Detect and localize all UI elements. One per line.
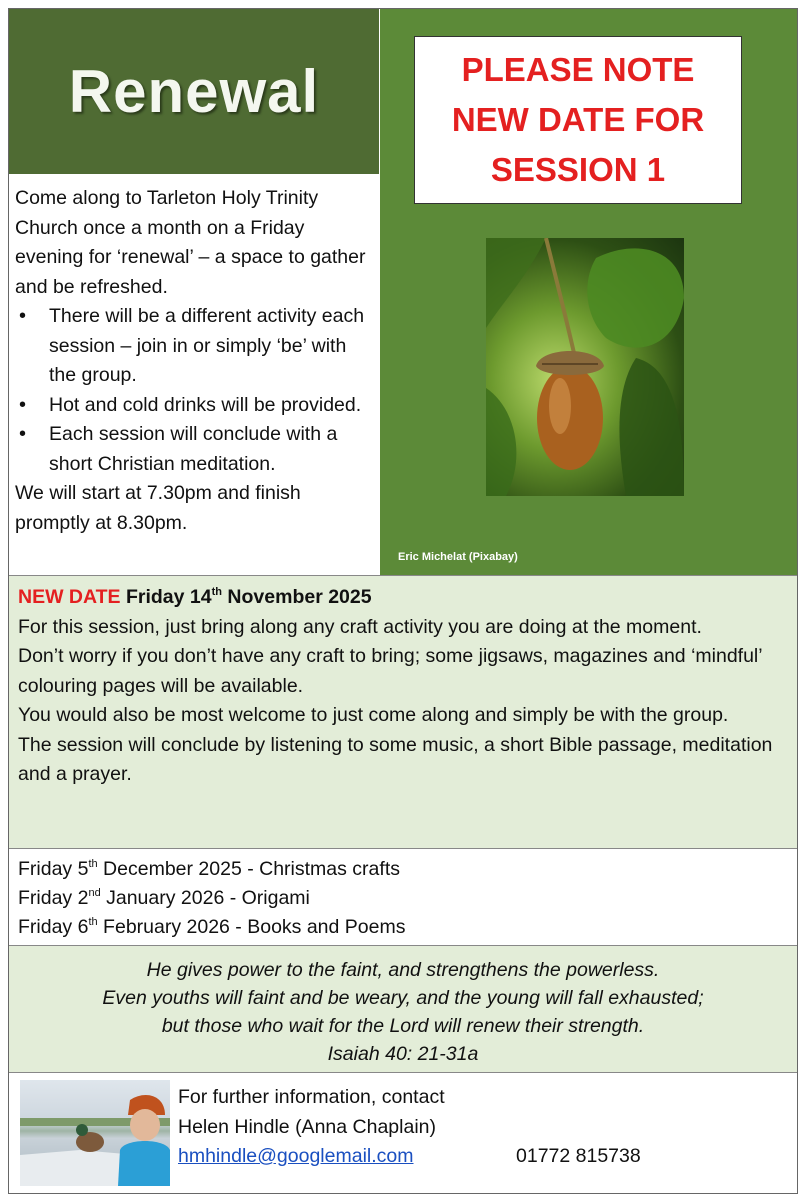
contact-intro: For further information, contact [178,1086,445,1108]
photo-credit: Eric Michelat (Pixabay) [398,551,518,563]
list-item: • Hot and cold drinks will be provided. [15,391,377,421]
poster-title: Renewal [68,58,320,125]
notice-line: NEW DATE FOR [451,101,705,138]
title-banner [9,9,379,174]
list-item: • There will be a different activity each session – join in or simply ‘be’ with the group. [15,302,377,391]
upcoming-item: Friday 5th December 2025 - Christmas crafts [18,858,400,880]
person-icon [20,1080,170,1186]
session-line: For this session, just bring along any craft activity you are doing at the moment. [18,615,702,638]
session-line: Don’t worry if you don’t have any craft to bring; some jigsaws, magazines and ‘mindful’ colouring pages will be available. [18,645,762,697]
session-details [18,583,788,790]
notice-line: PLEASE NOTE [461,51,695,88]
upcoming-item: Friday 6th February 2026 - Books and Poems [18,916,406,938]
notice-box [414,36,742,204]
intro-closing: We will start at 7.30pm and finish promptly at 8.30pm. [15,482,301,534]
divider [9,848,797,849]
intro-section [15,184,377,538]
list-item: • Each session will conclude with a short Christian meditation. [15,420,377,479]
verse-line: but those who wait for the Lord will renew their strength. [161,1015,645,1037]
bible-verse [9,956,797,1068]
verse-line: Even youths will faint and be weary, and the young will fall exhausted; [102,987,704,1009]
intro-bullets [15,302,377,479]
contact-details [178,1142,778,1172]
divider [9,1072,797,1073]
intro-paragraph: Come along to Tarleton Holy Trinity Church once a month on a Friday evening for ‘renewal’ – a space to gather and be refreshed. [15,187,366,298]
contact-phone: 01772 815738 [516,1145,641,1167]
session-line: You would also be most welcome to just come along and simply be with the group. [18,704,729,726]
session-date-suffix: th [211,586,222,598]
notice-line: SESSION 1 [490,151,666,188]
verse-reference: Isaiah 40: 21-31a [327,1043,479,1065]
upcoming-item: Friday 2nd January 2026 - Origami [18,887,310,909]
session-date-rest: November 2025 [222,586,372,608]
contact-name: Helen Hindle (Anna Chaplain) [178,1115,436,1138]
upcoming-dates [18,855,718,942]
session-line: The session will conclude by listening to some music, a short Bible passage, meditation and a prayer. [18,733,773,785]
contact-email-link[interactable]: hmhindle@googlemail.com [178,1145,414,1167]
contact-section [178,1083,778,1172]
session-date [18,583,788,613]
session-date-prefix: Friday 14 [125,586,212,608]
contact-photo [20,1080,170,1186]
verse-line: He gives power to the faint, and strengthens the powerless. [146,959,660,981]
acorn-icon [486,238,684,496]
new-date-label: NEW DATE [18,586,121,608]
acorn-photo [486,238,684,496]
